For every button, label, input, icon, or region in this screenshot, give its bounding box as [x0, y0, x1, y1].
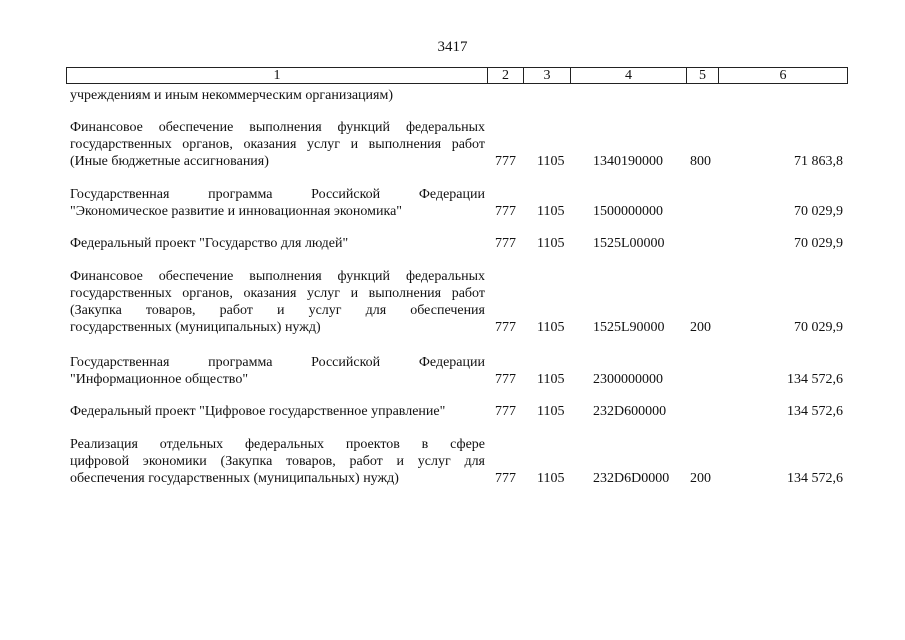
- row-description: [70, 235, 485, 252]
- header-col-1: 1: [66, 67, 487, 84]
- description-line: государственных органов, оказания услуг и выполнения работ: [70, 137, 485, 152]
- cell-c4: 1340190000: [593, 154, 663, 169]
- row-description: [70, 186, 485, 220]
- row-description: [70, 119, 485, 170]
- description-line: (Закупка товаров, работ и услуг для обеспечения: [70, 303, 485, 318]
- cell-c4: 1500000000: [593, 204, 663, 219]
- cell-c5: 800: [690, 154, 711, 169]
- cell-c6: 134 572,6: [787, 471, 843, 486]
- description-line: Государственная программа Российской Федерации: [70, 355, 485, 370]
- row-description: [70, 354, 485, 388]
- cell-c6: 70 029,9: [794, 204, 843, 219]
- cell-c3: 1105: [537, 471, 565, 486]
- description-line: Реализация отдельных федеральных проектов в сфере: [70, 437, 485, 452]
- cell-c6: 71 863,8: [794, 154, 843, 169]
- row-description: [70, 268, 485, 336]
- header-col-2: 2: [487, 67, 523, 84]
- cell-c5: 200: [690, 471, 711, 486]
- cell-c4: 1525L00000: [593, 236, 665, 251]
- cell-c2: 777: [495, 320, 516, 335]
- cell-c2: 777: [495, 236, 516, 251]
- table-header-row: [66, 67, 848, 84]
- cell-c2: 777: [495, 154, 516, 169]
- description-line: "Экономическое развитие и инновационная экономика": [70, 204, 403, 219]
- description-line: Финансовое обеспечение выполнения функций федеральных: [70, 120, 485, 135]
- header-col-3: 3: [523, 67, 570, 84]
- page-number: 3417: [437, 39, 468, 55]
- description-line: государственных органов, оказания услуг и выполнения работ: [70, 286, 485, 301]
- cell-c4: 2300000000: [593, 372, 663, 387]
- cell-c3: 1105: [537, 236, 565, 251]
- cell-c6: 70 029,9: [794, 320, 843, 335]
- description-line: обеспечения государственных (муниципальных) нужд): [70, 471, 399, 486]
- description-line: Федеральный проект "Государство для людей": [70, 236, 349, 251]
- cell-c6: 70 029,9: [794, 236, 843, 251]
- header-col-5: 5: [686, 67, 718, 84]
- header-col-6: 6: [718, 67, 848, 84]
- description-line: Государственная программа Российской Федерации: [70, 187, 485, 202]
- cell-c3: 1105: [537, 320, 565, 335]
- cell-c4: 232D6D0000: [593, 471, 670, 486]
- cell-c2: 777: [495, 404, 516, 419]
- cell-c3: 1105: [537, 154, 565, 169]
- description-line: цифровой экономики (Закупка товаров, работ и услуг для: [70, 454, 485, 469]
- cell-c6: 134 572,6: [787, 404, 843, 419]
- cell-c4: 1525L90000: [593, 320, 665, 335]
- description-line: Финансовое обеспечение выполнения функций федеральных: [70, 269, 485, 284]
- cell-c3: 1105: [537, 204, 565, 219]
- cell-c5: 200: [690, 320, 711, 335]
- row-description: [70, 436, 485, 487]
- cell-c2: 777: [495, 204, 516, 219]
- cell-c6: 134 572,6: [787, 372, 843, 387]
- row-description: [70, 403, 485, 420]
- cell-c3: 1105: [537, 404, 565, 419]
- cell-c2: 777: [495, 471, 516, 486]
- cell-c4: 232D600000: [593, 404, 667, 419]
- description-line: Федеральный проект "Цифровое государственное управление": [70, 404, 446, 419]
- cell-c2: 777: [495, 372, 516, 387]
- description-line: "Информационное общество": [70, 372, 249, 387]
- header-col-4: 4: [570, 67, 686, 84]
- continuation-text: учреждениям и иным некоммерческим организациям): [70, 88, 394, 103]
- cell-c3: 1105: [537, 372, 565, 387]
- description-line: (Иные бюджетные ассигнования): [70, 154, 269, 169]
- description-line: государственных (муниципальных) нужд): [70, 320, 321, 335]
